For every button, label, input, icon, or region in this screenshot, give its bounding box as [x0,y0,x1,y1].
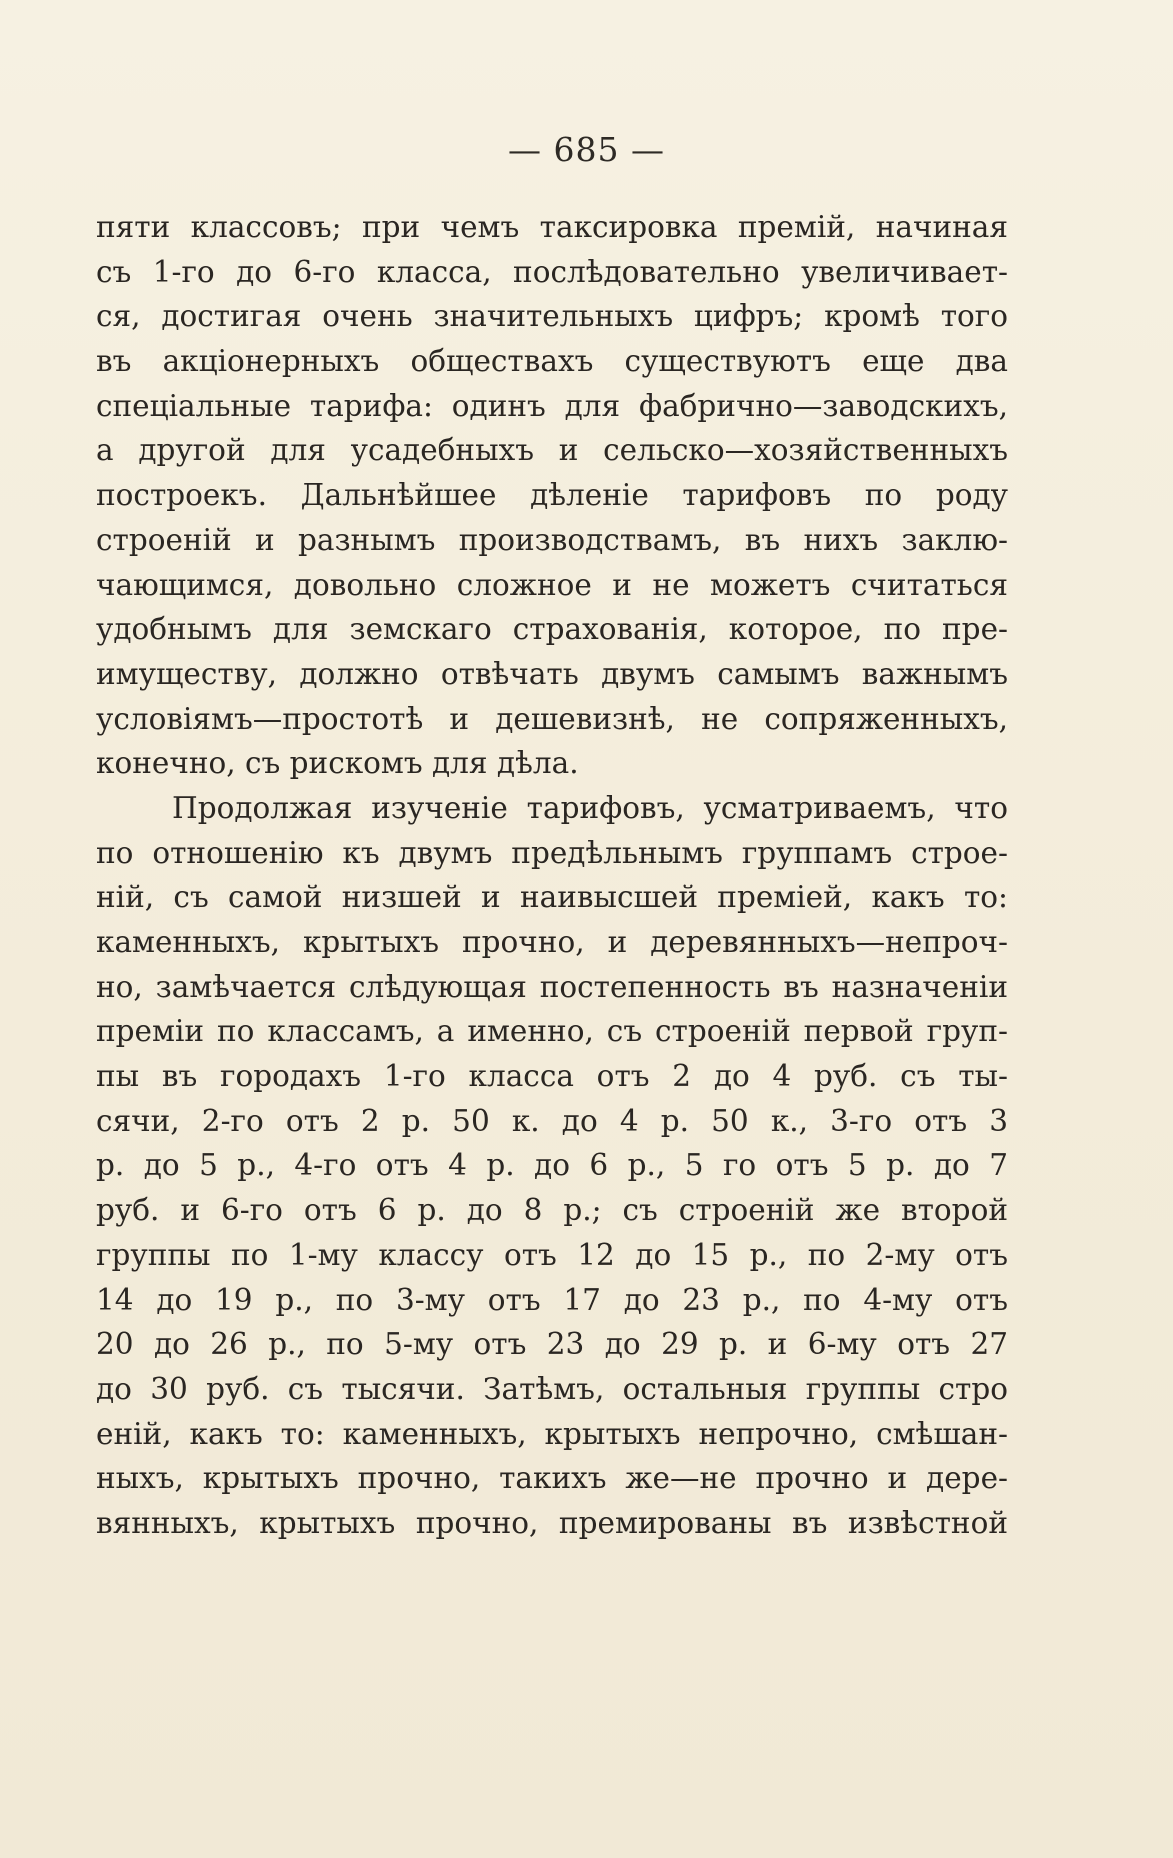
text-line: но, замѣчается слѣдующая постепенность въ назначеніи [96,969,1008,1004]
body-text [96,205,1008,1546]
text-line: а другой для усадебныхъ и сельско—хозяйственныхъ [96,433,1008,468]
paragraph-start-line: Продолжая изученіе тарифовъ, усматриваемъ, что [172,790,1008,825]
text-line: 14 до 19 р., по 3-му отъ 17 до 23 р., по 4-му отъ [96,1282,1008,1317]
text-line: имуществу, должно отвѣчать двумъ самымъ важнымъ [96,656,1008,691]
text-line: спеціальные тарифа: одинъ для фабрично—заводскихъ, [96,388,1008,423]
page-number: — 685 — [508,130,665,169]
text-line: удобнымъ для земскаго страхованія, которое, по пре- [96,612,1008,647]
text-line: еній, какъ то: каменныхъ, крытыхъ непрочно, смѣшан- [96,1416,1008,1451]
text-line: сячи, 2-го отъ 2 р. 50 к. до 4 р. 50 к., 3-го отъ 3 [96,1103,1008,1138]
text-line: въ акціонерныхъ обществахъ существуютъ еще два [96,344,1008,379]
text-line: 20 до 26 р., по 5-му отъ 23 до 29 р. и 6-му отъ 27 [96,1327,1008,1362]
paragraph-end-line: конечно, съ рискомъ для дѣла. [96,746,579,781]
text-line: чающимся, довольно сложное и не можетъ считаться [96,567,1008,602]
text-line: по отношенію къ двумъ предѣльнымъ группамъ строе- [96,835,1008,870]
text-line: ся, достигая очень значительныхъ цифръ; кромѣ того [96,299,1008,334]
text-line: вянныхъ, крытыхъ прочно, премированы въ извѣстной [96,1505,1008,1540]
text-line: условіямъ—простотѣ и дешевизнѣ, не сопряженныхъ, [96,701,1008,736]
text-line: съ 1-го до 6-го класса, послѣдовательно увеличивает- [96,254,1008,289]
text-line: ній, съ самой низшей и наивысшей преміей, какъ то: [96,880,1008,915]
text-line: ныхъ, крытыхъ прочно, такихъ же—не прочно и дере- [96,1461,1008,1496]
text-line: пяти классовъ; при чемъ таксировка премій, начиная [96,210,1008,244]
text-line: группы по 1-му классу отъ 12 до 15 р., по 2-му отъ [96,1237,1008,1272]
text-line: до 30 руб. съ тысячи. Затѣмъ, остальныя группы стро [96,1371,1008,1406]
text-line: построекъ. Дальнѣйшее дѣленіе тарифовъ по роду [96,478,1008,513]
text-line: р. до 5 р., 4-го отъ 4 р. до 6 р., 5 го отъ 5 р. до 7 [96,1148,1008,1183]
text-line: строеній и разнымъ производствамъ, въ нихъ заклю- [96,522,1008,557]
text-line: каменныхъ, крытыхъ прочно, и деревянныхъ—непроч- [96,925,1008,959]
text-line: пы въ городахъ 1-го класса отъ 2 до 4 руб. съ ты- [96,1059,1008,1094]
text-line: руб. и 6-го отъ 6 р. до 8 р.; съ строеній же второй [96,1193,1008,1228]
text-line: преміи по классамъ, а именно, съ строеній первой груп- [96,1014,1008,1049]
